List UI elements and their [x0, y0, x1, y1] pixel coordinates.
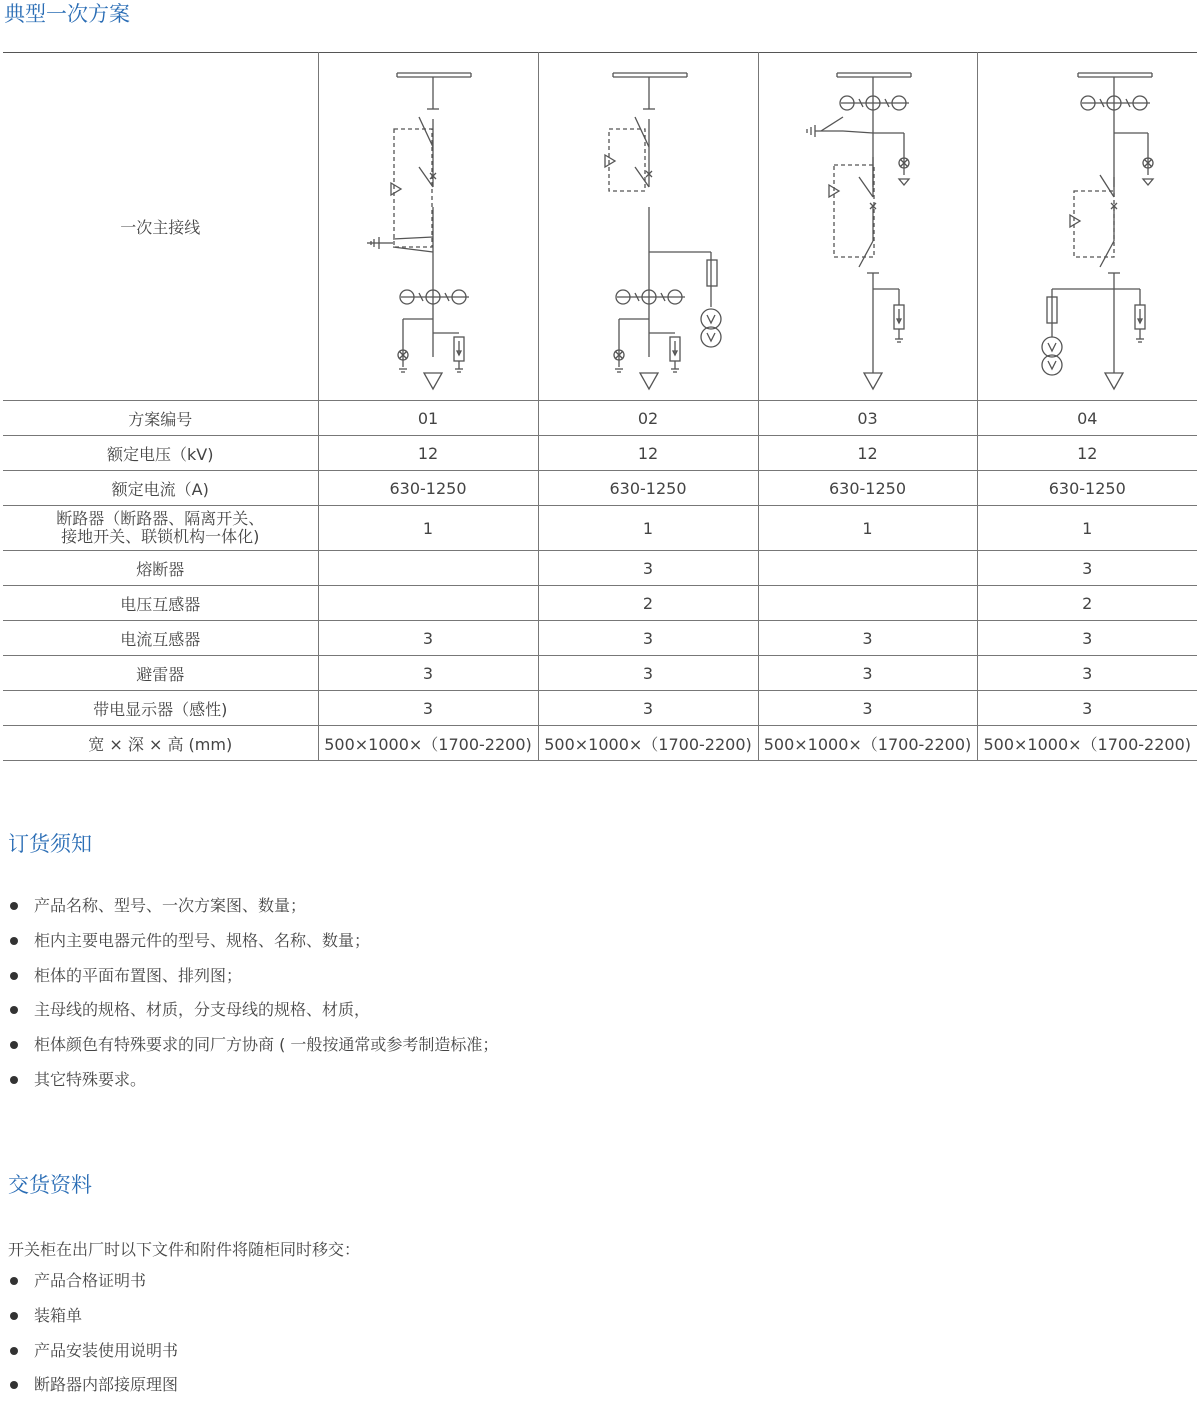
table-cell: 3 — [758, 691, 977, 726]
list-item: 装箱单 — [8, 1306, 178, 1341]
table-cell: 3 — [538, 551, 758, 586]
table-cell: 12 — [538, 436, 758, 471]
list-item: 产品合格证明书 — [8, 1271, 178, 1306]
table-cell: 03 — [758, 401, 977, 436]
table-cell: 630-1250 — [538, 471, 758, 506]
table-cell: 3 — [538, 656, 758, 691]
table-cell: 500×1000×（1700-2200) — [977, 726, 1197, 761]
table-row — [3, 726, 1197, 761]
scheme-04-diagram — [977, 53, 1197, 401]
table-cell: 1 — [977, 506, 1197, 551]
row-label — [3, 506, 318, 551]
diagram-row — [3, 53, 1197, 401]
table-row — [3, 551, 1197, 586]
section-title-typical-scheme: 典型一次方案 — [4, 2, 130, 26]
table-cell: 500×1000×（1700-2200) — [318, 726, 538, 761]
table-cell: 1 — [758, 506, 977, 551]
table-cell: 3 — [758, 656, 977, 691]
row-label: 方案编号 — [3, 401, 318, 436]
section-title-order-notes: 订货须知 — [8, 832, 92, 856]
table-cell: 630-1250 — [977, 471, 1197, 506]
row-label: 电压互感器 — [3, 586, 318, 621]
table-cell: 3 — [538, 691, 758, 726]
table-cell — [758, 551, 977, 586]
scheme-table — [3, 52, 1197, 761]
table-row — [3, 691, 1197, 726]
row-label-line: 接地开关、联锁机构一体化) — [61, 527, 260, 546]
table-cell: 3 — [318, 621, 538, 656]
table-row — [3, 656, 1197, 691]
table-cell: 500×1000×（1700-2200) — [538, 726, 758, 761]
table-cell: 3 — [977, 621, 1197, 656]
row-label: 熔断器 — [3, 551, 318, 586]
table-cell — [318, 551, 538, 586]
table-cell: 3 — [318, 656, 538, 691]
table-cell: 3 — [318, 691, 538, 726]
scheme-01-diagram — [318, 53, 538, 401]
table-row — [3, 586, 1197, 621]
list-item: 产品安装使用说明书 — [8, 1341, 178, 1376]
row-label: 避雷器 — [3, 656, 318, 691]
row-label: 额定电流（A) — [3, 471, 318, 506]
delivery-documents-list — [8, 1271, 178, 1410]
row-label: 带电显示器（感性) — [3, 691, 318, 726]
table-cell: 02 — [538, 401, 758, 436]
table-cell: 3 — [977, 656, 1197, 691]
diagram-row-label: 一次主接线 — [3, 53, 318, 401]
table-row — [3, 401, 1197, 436]
list-item: 产品名称、型号、一次方案图、数量； — [8, 896, 498, 931]
list-item: 柜体的平面布置图、排列图； — [8, 966, 498, 1001]
order-notes-list — [8, 896, 498, 1105]
list-item: 柜体颜色有特殊要求的同厂方协商 ( 一般按通常或参考制造标准； — [8, 1035, 498, 1070]
row-label-line: 断路器（断路器、隔离开关、 — [56, 509, 265, 528]
table-cell: 12 — [318, 436, 538, 471]
table-cell: 1 — [318, 506, 538, 551]
table-cell: 12 — [977, 436, 1197, 471]
scheme-03-diagram — [758, 53, 977, 401]
table-cell: 3 — [758, 621, 977, 656]
section-title-delivery-documents: 交货资料 — [8, 1173, 92, 1197]
table-cell: 500×1000×（1700-2200) — [758, 726, 977, 761]
table-row — [3, 436, 1197, 471]
table-cell: 630-1250 — [758, 471, 977, 506]
list-item: 柜内主要电器元件的型号、规格、名称、数量； — [8, 931, 498, 966]
list-item: 断路器内部接原理图 — [8, 1375, 178, 1410]
table-cell: 12 — [758, 436, 977, 471]
table-cell: 2 — [977, 586, 1197, 621]
table-cell: 3 — [538, 621, 758, 656]
table-cell: 1 — [538, 506, 758, 551]
row-label: 额定电压（kV) — [3, 436, 318, 471]
delivery-intro-text: 开关柜在出厂时以下文件和附件将随柜同时移交： — [8, 1240, 361, 1259]
table-cell — [318, 586, 538, 621]
table-cell: 2 — [538, 586, 758, 621]
table-cell: 630-1250 — [318, 471, 538, 506]
row-label: 电流互感器 — [3, 621, 318, 656]
table-row — [3, 621, 1197, 656]
list-item: 主母线的规格、材质，分支母线的规格、材质， — [8, 1000, 498, 1035]
table-cell: 3 — [977, 691, 1197, 726]
list-item: 其它特殊要求。 — [8, 1070, 498, 1105]
row-label: 宽 × 深 × 高 (mm) — [3, 726, 318, 761]
table-cell — [758, 586, 977, 621]
table-cell: 04 — [977, 401, 1197, 436]
table-cell: 3 — [977, 551, 1197, 586]
table-row — [3, 471, 1197, 506]
scheme-02-diagram — [538, 53, 758, 401]
table-cell: 01 — [318, 401, 538, 436]
table-row — [3, 506, 1197, 551]
